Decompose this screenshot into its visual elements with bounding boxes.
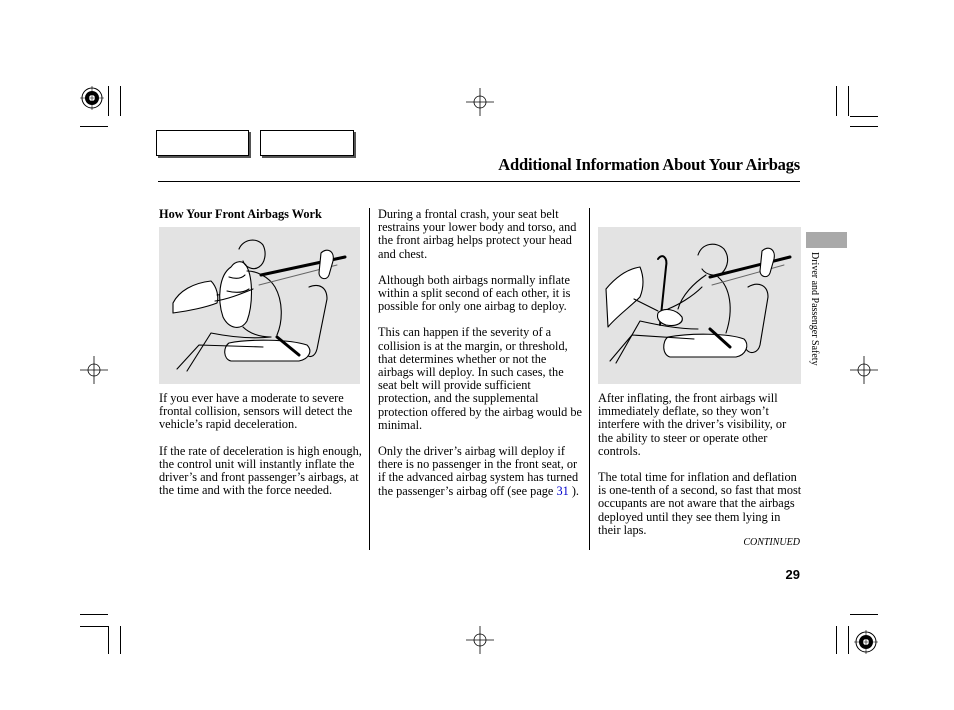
column-divider bbox=[369, 208, 370, 550]
section-tab[interactable] bbox=[806, 232, 847, 248]
registration-mark-icon bbox=[854, 630, 878, 654]
nav-button-contents[interactable] bbox=[156, 130, 249, 156]
section-tab-label: Driver and Passenger Safety bbox=[809, 252, 820, 366]
column-3-text bbox=[598, 392, 802, 537]
paragraph: This can happen if the severity of a collision is at the margin, or threshold, that determines whether or not the airbags will deploy. In such cases, the seat belt will provide sufficient protection, and the supplemental protection offered by the airbag would be minimal. bbox=[378, 325, 582, 432]
paragraph-text: Only the driver’s airbag will deploy if there is no passenger in the front seat, or if the advanced airbag system has turned the passenger’s airbag off (see page bbox=[378, 444, 579, 498]
paragraph: The total time for inflation and deflation is one-tenth of a second, so fast that most occupants are not aware that the airbags deployed until they see them lying in their laps. bbox=[598, 470, 802, 537]
page-title: Additional Information About Your Airbags bbox=[498, 155, 800, 174]
column-2-text bbox=[378, 208, 582, 498]
column-divider bbox=[589, 208, 590, 550]
crosshair-mark-icon bbox=[80, 356, 108, 384]
page-number: 29 bbox=[785, 567, 800, 582]
nav-button-index[interactable] bbox=[260, 130, 354, 156]
deflated-airbag-illustration bbox=[598, 227, 801, 384]
section-heading: How Your Front Airbags Work bbox=[159, 207, 322, 221]
crosshair-mark-icon bbox=[466, 626, 494, 654]
driver-airbag-illustration bbox=[159, 227, 360, 384]
crosshair-mark-icon bbox=[466, 88, 494, 116]
header-rule bbox=[158, 181, 800, 182]
crosshair-mark-icon bbox=[850, 356, 878, 384]
column-1-text bbox=[159, 392, 363, 497]
continued-label: CONTINUED bbox=[743, 537, 800, 548]
airbag-illustration-front bbox=[159, 227, 360, 384]
paragraph: Although both airbags normally inflate within a split second of each other, it is possible for only one airbag to deploy. bbox=[378, 272, 571, 314]
paragraph-text: ). bbox=[568, 483, 580, 498]
paragraph: If the rate of deceleration is high enough, the control unit will instantly inflate the driver’s and front passenger’s airbags, at the time and with the force needed. bbox=[159, 443, 362, 498]
airbag-illustration-deflated bbox=[598, 227, 801, 384]
paragraph: After inflating, the front airbags will immediately deflate, so they won’t interfere with the driver’s visibility, or the ability to steer or operate other controls. bbox=[598, 391, 787, 458]
paragraph bbox=[378, 445, 582, 498]
paragraph: During a frontal crash, your seat belt restrains your lower body and torso, and the front airbag helps protect your head and chest. bbox=[378, 207, 577, 261]
page-link[interactable]: 31 bbox=[556, 483, 569, 498]
registration-mark-icon bbox=[80, 86, 104, 110]
paragraph: If you ever have a moderate to severe frontal collision, sensors will detect the vehicle’s rapid deceleration. bbox=[159, 391, 353, 432]
